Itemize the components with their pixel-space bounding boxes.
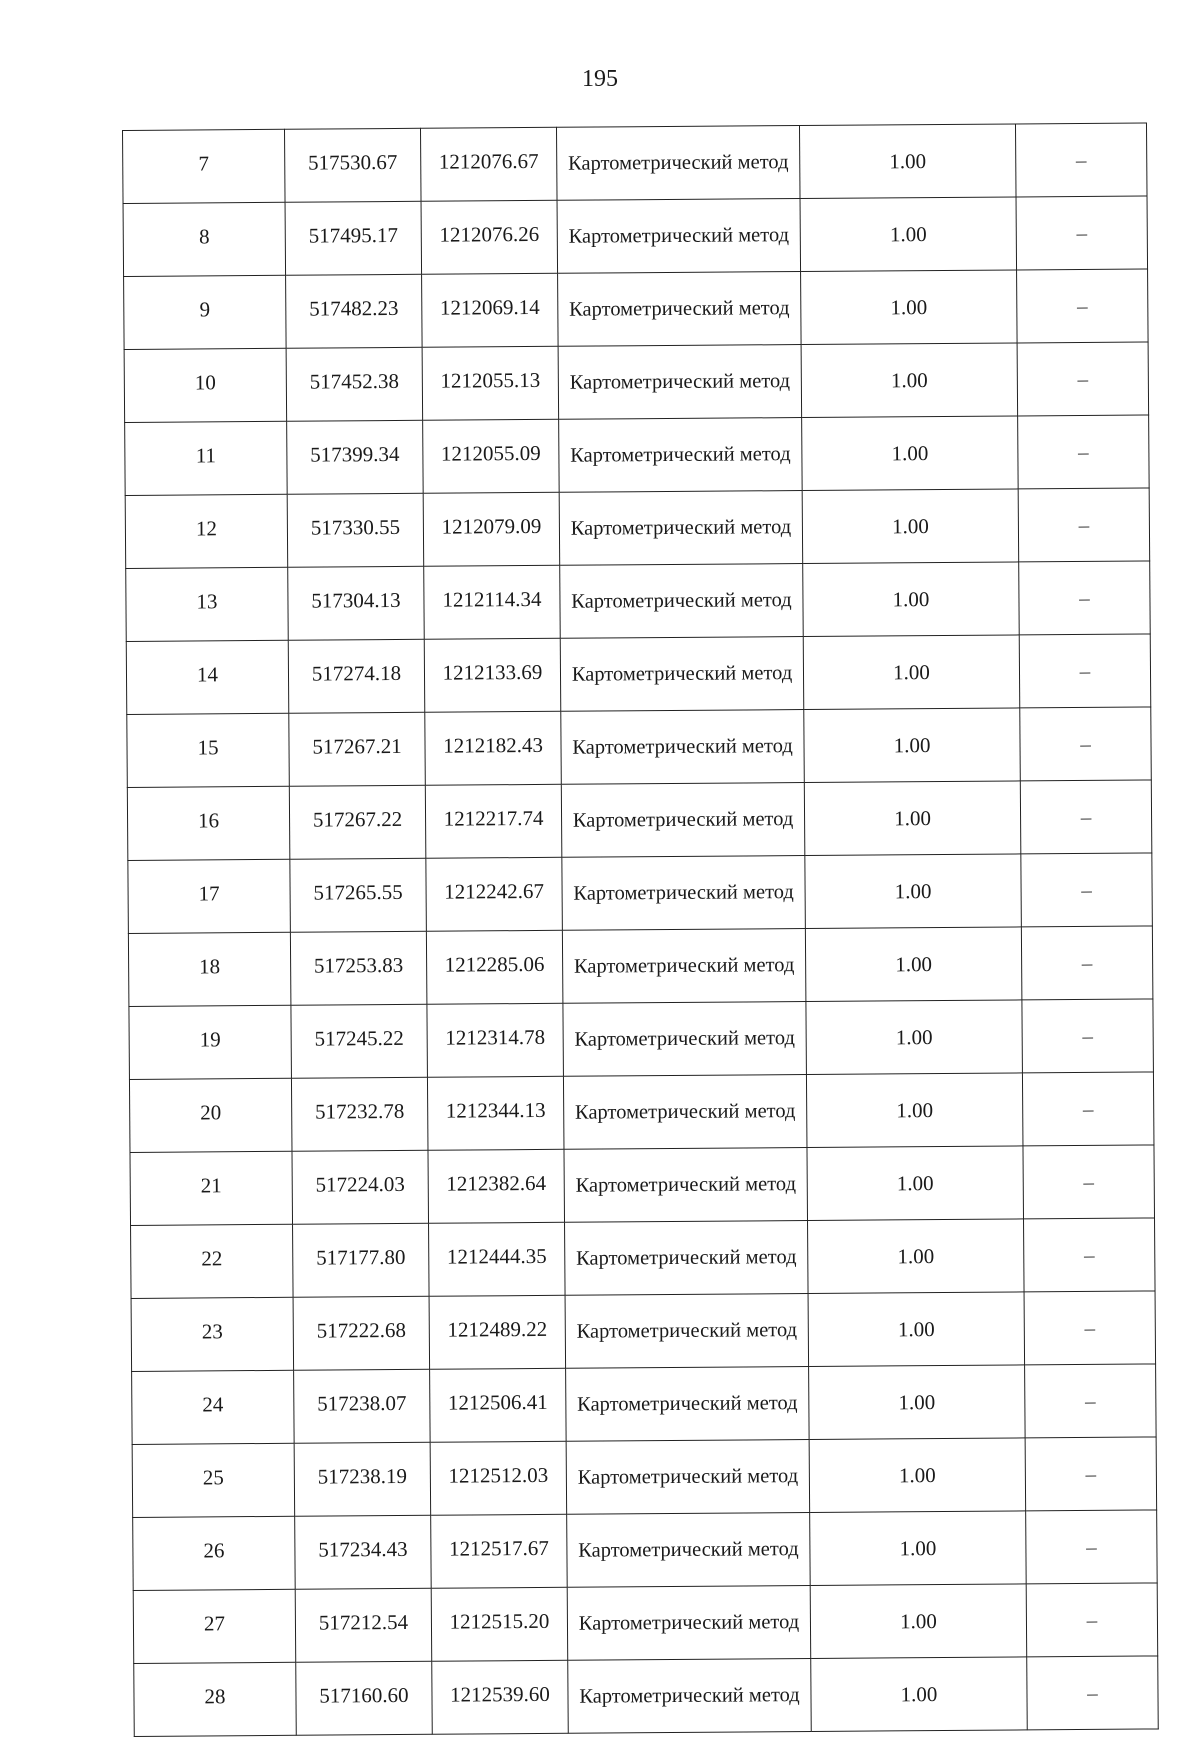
note-cell: – [1022,999,1154,1073]
x-coordinate-cell: 517177.80 [293,1223,430,1297]
coordinates-table [122,122,1159,1736]
method-cell: Картометрический метод [567,1512,811,1587]
y-coordinate-cell: 1212314.78 [427,1003,564,1077]
x-coordinate-cell: 517482.23 [286,274,423,348]
y-coordinate-cell: 1212382.64 [428,1149,565,1223]
table-row [131,1218,1156,1299]
method-cell: Картометрический метод [567,1585,811,1660]
y-coordinate-cell: 1212114.34 [424,565,561,639]
x-coordinate-cell: 517238.07 [294,1369,431,1443]
note-cell: – [1020,780,1152,854]
y-coordinate-cell: 1212444.35 [429,1222,566,1296]
method-cell: Картометрический метод [559,418,803,493]
point-number-cell: 24 [132,1370,295,1444]
note-cell: – [1024,1218,1156,1292]
y-coordinate-cell: 1212076.67 [420,127,557,201]
method-cell: Картометрический метод [560,564,804,639]
table-row [124,342,1149,423]
accuracy-cell: 1.00 [802,489,1019,564]
y-coordinate-cell: 1212069.14 [422,273,559,347]
y-coordinate-cell: 1212242.67 [426,857,563,931]
note-cell: – [1024,1291,1156,1365]
y-coordinate-cell: 1212344.13 [427,1076,564,1150]
accuracy-cell: 1.00 [805,854,1022,929]
table-row [132,1437,1157,1518]
method-cell: Картометрический метод [562,929,806,1004]
accuracy-cell: 1.00 [801,270,1018,345]
note-cell: – [1015,123,1147,197]
point-number-cell: 17 [128,859,291,933]
y-coordinate-cell: 1212515.20 [431,1587,568,1661]
table-row [129,1072,1154,1153]
x-coordinate-cell: 517222.68 [293,1296,430,1370]
table-row [124,269,1149,350]
table-row [131,1291,1156,1372]
note-cell: – [1023,1145,1155,1219]
x-coordinate-cell: 517267.22 [289,785,426,859]
note-cell: – [1018,415,1150,489]
point-number-cell: 20 [129,1078,292,1152]
method-cell: Картометрический метод [561,710,805,785]
note-cell: – [1021,853,1153,927]
note-cell: – [1022,1072,1154,1146]
x-coordinate-cell: 517160.60 [296,1661,433,1735]
note-cell: – [1017,342,1149,416]
accuracy-cell: 1.00 [800,197,1017,272]
method-cell: Картометрический метод [568,1658,812,1733]
y-coordinate-cell: 1212217.74 [425,784,562,858]
table-row [126,561,1151,642]
method-cell: Картометрический метод [566,1367,810,1442]
accuracy-cell: 1.00 [808,1292,1025,1367]
table-row [127,780,1152,861]
note-cell: – [1026,1583,1158,1657]
accuracy-cell: 1.00 [802,416,1019,491]
table-body [123,123,1159,1736]
x-coordinate-cell: 517234.43 [295,1515,432,1589]
table-row [130,1145,1155,1226]
x-coordinate-cell: 517238.19 [294,1442,431,1516]
x-coordinate-cell: 517224.03 [292,1150,429,1224]
accuracy-cell: 1.00 [803,635,1020,710]
table-row [127,707,1152,788]
x-coordinate-cell: 517530.67 [284,128,421,202]
accuracy-cell: 1.00 [806,1000,1023,1075]
y-coordinate-cell: 1212182.43 [425,711,562,785]
y-coordinate-cell: 1212539.60 [432,1660,569,1734]
x-coordinate-cell: 517452.38 [286,347,423,421]
accuracy-cell: 1.00 [801,343,1018,418]
note-cell: – [1025,1437,1157,1511]
point-number-cell: 18 [128,932,291,1006]
point-number-cell: 28 [134,1662,297,1736]
table-row [134,1656,1159,1737]
y-coordinate-cell: 1212133.69 [424,638,561,712]
table-row [126,634,1151,715]
table-row [133,1583,1158,1664]
method-cell: Картометрический метод [564,1148,808,1223]
x-coordinate-cell: 517399.34 [287,420,424,494]
x-coordinate-cell: 517330.55 [287,493,424,567]
x-coordinate-cell: 517265.55 [290,858,427,932]
point-number-cell: 9 [124,275,287,349]
y-coordinate-cell: 1212512.03 [430,1441,567,1515]
table-row [133,1510,1158,1591]
point-number-cell: 16 [127,786,290,860]
table-row [125,415,1150,496]
x-coordinate-cell: 517253.83 [290,931,427,1005]
y-coordinate-cell: 1212489.22 [429,1295,566,1369]
note-cell: – [1020,707,1152,781]
y-coordinate-cell: 1212506.41 [430,1368,567,1442]
method-cell: Картометрический метод [556,126,800,201]
table-row [123,196,1148,277]
accuracy-cell: 1.00 [807,1146,1024,1221]
note-cell: – [1016,196,1148,270]
accuracy-cell: 1.00 [809,1365,1026,1440]
coordinates-table-wrapper [122,122,1158,1736]
point-number-cell: 25 [132,1443,295,1517]
method-cell: Картометрический метод [562,856,806,931]
accuracy-cell: 1.00 [799,124,1016,199]
point-number-cell: 22 [131,1224,294,1298]
point-number-cell: 7 [123,129,286,203]
method-cell: Картометрический метод [563,1002,807,1077]
x-coordinate-cell: 517495.17 [285,201,422,275]
point-number-cell: 19 [129,1005,292,1079]
point-number-cell: 10 [124,348,287,422]
y-coordinate-cell: 1212055.09 [423,419,560,493]
table-row [129,999,1154,1080]
point-number-cell: 23 [131,1297,294,1371]
point-number-cell: 14 [126,640,289,714]
point-number-cell: 15 [127,713,290,787]
point-number-cell: 8 [123,202,286,276]
note-cell: – [1017,269,1149,343]
method-cell: Картометрический метод [558,272,802,347]
table-row [128,853,1153,934]
point-number-cell: 21 [130,1151,293,1225]
method-cell: Картометрический метод [566,1439,810,1514]
y-coordinate-cell: 1212076.26 [421,200,558,274]
method-cell: Картометрический метод [559,491,803,566]
table-row [132,1364,1157,1445]
point-number-cell: 27 [133,1589,296,1663]
method-cell: Картометрический метод [565,1294,809,1369]
x-coordinate-cell: 517232.78 [291,1077,428,1151]
point-number-cell: 12 [125,494,288,568]
method-cell: Картометрический метод [558,345,802,420]
accuracy-cell: 1.00 [804,781,1021,856]
method-cell: Картометрический метод [563,1075,807,1150]
accuracy-cell: 1.00 [810,1584,1027,1659]
y-coordinate-cell: 1212079.09 [423,492,560,566]
accuracy-cell: 1.00 [808,1219,1025,1294]
point-number-cell: 26 [133,1516,296,1590]
accuracy-cell: 1.00 [805,927,1022,1002]
point-number-cell: 11 [125,421,288,495]
accuracy-cell: 1.00 [803,562,1020,637]
note-cell: – [1019,561,1151,635]
y-coordinate-cell: 1212517.67 [431,1514,568,1588]
note-cell: – [1025,1364,1157,1438]
x-coordinate-cell: 517304.13 [288,566,425,640]
x-coordinate-cell: 517245.22 [291,1004,428,1078]
table-row [128,926,1153,1007]
table-row [123,123,1148,204]
note-cell: – [1019,634,1151,708]
table-row [125,488,1150,569]
note-cell: – [1021,926,1153,1000]
note-cell: – [1018,488,1150,562]
method-cell: Картометрический метод [565,1221,809,1296]
point-number-cell: 13 [126,567,289,641]
x-coordinate-cell: 517274.18 [288,639,425,713]
y-coordinate-cell: 1212285.06 [426,930,563,1004]
accuracy-cell: 1.00 [809,1438,1026,1513]
note-cell: – [1026,1510,1158,1584]
accuracy-cell: 1.00 [811,1657,1028,1732]
method-cell: Картометрический метод [560,637,804,712]
method-cell: Картометрический метод [557,199,801,274]
accuracy-cell: 1.00 [810,1511,1027,1586]
accuracy-cell: 1.00 [806,1073,1023,1148]
x-coordinate-cell: 517212.54 [295,1588,432,1662]
y-coordinate-cell: 1212055.13 [422,346,559,420]
method-cell: Картометрический метод [561,783,805,858]
x-coordinate-cell: 517267.21 [289,712,426,786]
accuracy-cell: 1.00 [804,708,1021,783]
page-number: 195 [582,66,618,92]
note-cell: – [1027,1656,1159,1730]
